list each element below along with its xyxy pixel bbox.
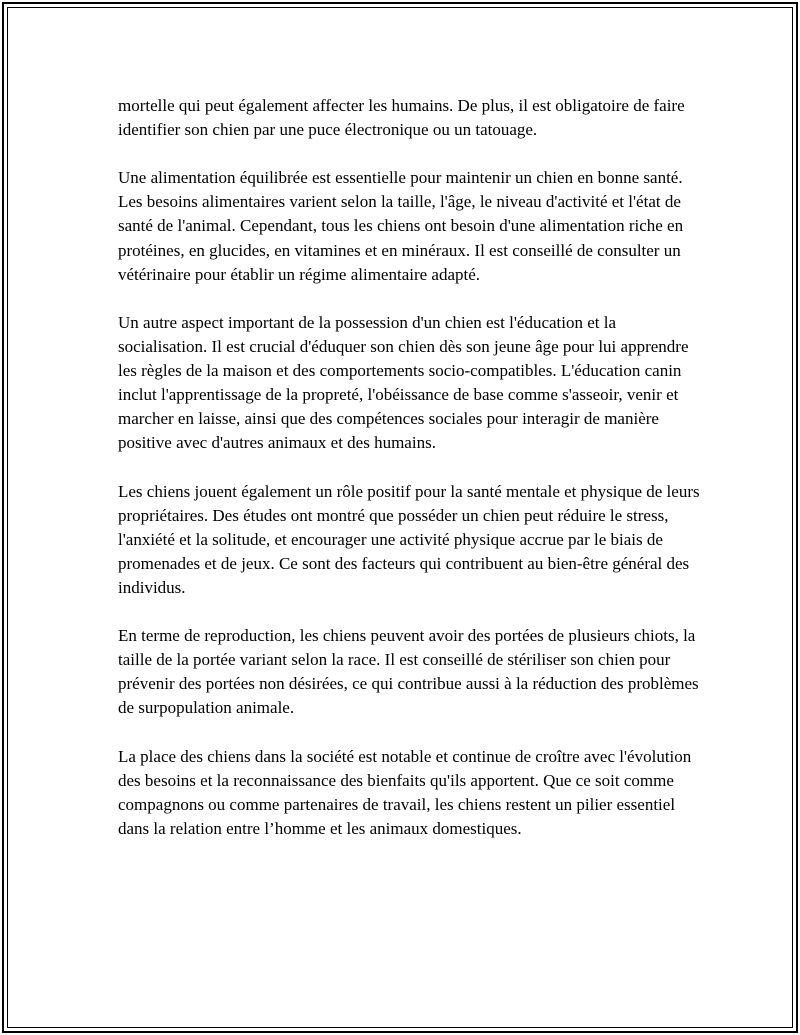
paragraph-identification: mortelle qui peut également affecter les humains. De plus, il est obligatoire de faire identifier son chien par une puce électronique ou un tatouage. <box>118 96 685 140</box>
paragraph-sante: Les chiens jouent également un rôle positif pour la santé mentale et physique de leurs propriétaires. Des études ont montré que posséder un chien peut réduire le stress, l'anxiété et la solitude, et encourager une activité physique accrue par le biais de promenades et de jeux. Ce sont des facteurs qui contribuent au bien-être général des individus. <box>118 481 700 597</box>
paragraph-societe: La place des chiens dans la société est notable et continue de croître avec l'évolution des besoins et la reconnaissance des bienfaits qu'ils apportent. Que ce soit comme compagnons ou comme partenaires de travail, les chiens restent un pilier essentiel dans la relation entre l’homme et les animaux domestiques. <box>118 746 692 838</box>
paragraph-education: Un autre aspect important de la possession d'un chien est l'éducation et la socialisation. Il est crucial d'éduquer son chien dès son jeune âge pour lui apprendre les règles de la maison et des comportements socio-compatibles. L'éducation canin inclut l'apprentissage de la propreté, l'obéissance de base comme s'asseoir, venir et marcher en laisse, ainsi que des compétences sociales pour interagir de manière positive avec d'autres animaux et des humains. <box>118 312 689 453</box>
paragraph-reproduction: En terme de reproduction, les chiens peuvent avoir des portées de plusieurs chiots, la taille de la portée variant selon la race. Il est conseillé de stériliser son chien pour prévenir des portées non désirées, ce qui contribue aussi à la réduction des problèmes de surpopulation animale. <box>118 626 699 718</box>
paragraph-alimentation: Une alimentation équilibrée est essentielle pour maintenir un chien en bonne santé. Les besoins alimentaires varient selon la taille, l'âge, le niveau d'activité et l'état de santé de l'animal. Cependant, tous les chiens ont besoin d'une alimentation riche en protéines, en glucides, en vitamines et en minéraux. Il est conseillé de consulter un vétérinaire pour établir un régime alimentaire adapté. <box>118 168 684 284</box>
document-body <box>118 94 700 841</box>
